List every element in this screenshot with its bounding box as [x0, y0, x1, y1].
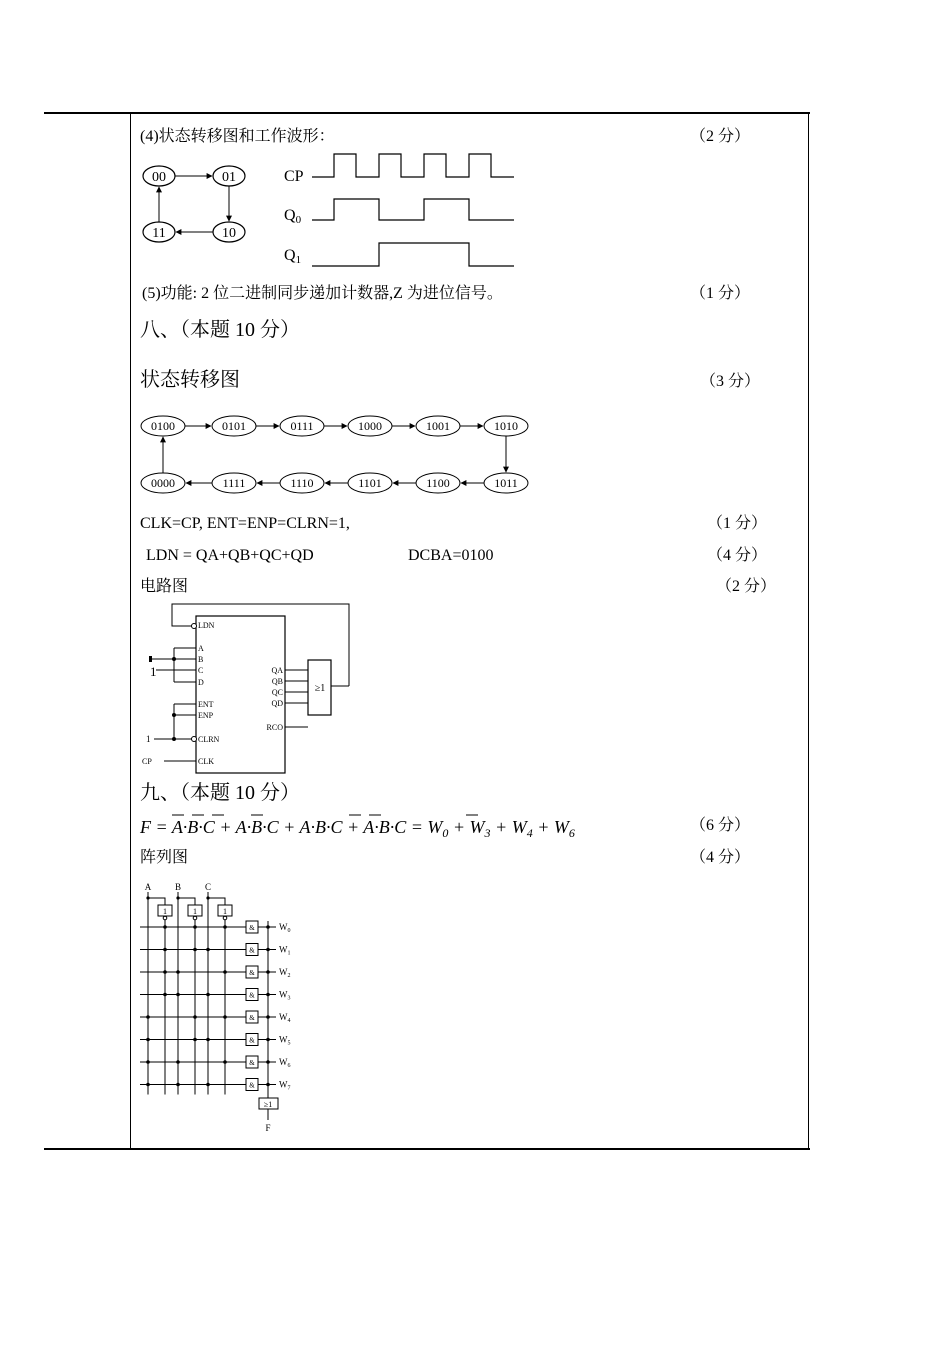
and-gate-symbol: & [249, 969, 255, 977]
clk-line: CLK=CP, ENT=ENP=CLRN=1, [140, 515, 350, 532]
const-one-clrn: 1 [146, 734, 151, 744]
state-0100: 0100 [151, 419, 175, 433]
state-1001: 1001 [426, 419, 450, 433]
pin-qc: QC [271, 688, 283, 697]
section-8-heading: 八、（本题 10 分） [140, 319, 300, 341]
pin-rco: RCO [266, 723, 283, 732]
cp-waveform [312, 154, 514, 177]
state-10-label: 10 [222, 226, 236, 241]
input-c-label: C [204, 882, 212, 892]
const-one-abcd: 1 [150, 664, 157, 679]
and-gate-symbol: & [249, 1059, 255, 1067]
boolean-formula [140, 811, 660, 841]
and-gate-symbol: & [249, 1081, 255, 1090]
formula-text: $F = A\cdot B\cdot C + A\cdot B\cdot C + A\cdot B\cdot C + A\cdot B\cdot C = W_0 + W_3 + W_4 + W_6$ [140, 817, 575, 840]
table-right-border [808, 112, 809, 1149]
pin-c: C [198, 666, 204, 675]
wave-cp-label: CP [284, 168, 304, 185]
pin-qd: QD [271, 699, 283, 708]
input-a-label: A [144, 882, 152, 892]
state-00-label: 00 [152, 170, 166, 185]
not-gate-symbol: 1 [223, 907, 227, 916]
two-bit-state-diagram [138, 160, 258, 250]
circuit-title: 电路图 [140, 578, 189, 595]
dcba-line: DCBA=0100 [408, 547, 494, 564]
output-w5-label: $W_5$ [279, 1034, 291, 1047]
output-w4-label: $W_4$ [279, 1012, 291, 1024]
output-w6-label: $W_6$ [279, 1057, 291, 1069]
output-w2-label: $W_2$ [279, 967, 291, 979]
pin-qa: QA [271, 666, 283, 675]
table-top-border [44, 112, 810, 114]
state-1100: 1100 [426, 476, 450, 490]
q1-waveform [312, 243, 514, 266]
formula-score: （6 分） [690, 817, 751, 834]
and-gate-symbol: & [249, 946, 255, 955]
pin-enp: ENP [198, 711, 214, 720]
not-gate-symbol: 1 [193, 907, 197, 916]
clk-score: （1 分） [707, 515, 768, 532]
counter-circuit-diagram [138, 600, 358, 776]
state-11-label: 11 [152, 226, 166, 241]
table-column-divider [130, 112, 131, 1149]
q0-waveform [312, 199, 514, 220]
and-gate-symbol: & [249, 1036, 255, 1045]
pin-ent: ENT [198, 700, 214, 709]
pin-qb: QB [271, 677, 283, 686]
not-gate-symbol: 1 [163, 907, 167, 916]
array-score: （4 分） [690, 849, 751, 866]
state-0000: 0000 [151, 476, 175, 490]
output-f-label: F [265, 1123, 271, 1133]
output-w0-label: $W_0$ [279, 922, 291, 934]
input-b-label: B [174, 882, 182, 892]
or-gate-symbol: ≥1 [314, 683, 326, 694]
state-1111: 1111 [222, 476, 246, 490]
pin-clk: CLK [198, 757, 214, 766]
and-gate-symbol: & [249, 1014, 255, 1022]
four-bit-state-diagram [138, 412, 538, 502]
state-1110: 1110 [290, 476, 314, 490]
or-gate-symbol: ≥1 [263, 1100, 273, 1109]
state-1000: 1000 [358, 419, 382, 433]
output-w7-label: $W_7$ [279, 1079, 291, 1092]
pin-a: A [198, 644, 204, 653]
state-1011: 1011 [494, 476, 518, 490]
bottom-state-row [141, 473, 528, 493]
item4-text: (4)状态转移图和工作波形： [140, 128, 335, 145]
item4-score: （2 分） [690, 128, 751, 145]
state-0101: 0101 [222, 419, 246, 433]
state-01-label: 01 [222, 170, 236, 185]
timing-waveforms [282, 150, 522, 270]
pin-ldn: LDN [198, 621, 215, 630]
circuit-score: （2 分） [716, 578, 777, 595]
state-diagram-title: 状态转移图 [140, 369, 240, 391]
state-1101: 1101 [358, 476, 382, 490]
item5-score: （1 分） [690, 285, 751, 302]
cp-input-label: CP [142, 757, 152, 766]
pin-d: D [198, 678, 204, 687]
wave-q1-label: Q1 [284, 247, 302, 266]
array-title: 阵列图 [140, 849, 189, 866]
state-diagram-score: （3 分） [700, 373, 761, 390]
ldn-score: （4 分） [707, 547, 768, 564]
section-9-heading: 九、（本题 10 分） [140, 782, 300, 804]
output-w1-label: $W_1$ [279, 944, 291, 957]
pin-b: B [198, 655, 204, 664]
top-state-row [141, 416, 528, 436]
and-gate-symbol: & [249, 924, 255, 932]
pin-clrn: CLRN [198, 735, 220, 744]
state-1010: 1010 [494, 419, 518, 433]
table-bottom-border [44, 1148, 810, 1150]
and-gate-symbol: & [249, 991, 255, 1000]
pla-array-diagram [138, 880, 338, 1140]
ldn-line: LDN = QA+QB+QC+QD [146, 547, 314, 564]
output-w3-label: $W_3$ [279, 989, 291, 1002]
wave-q0-label: Q0 [284, 207, 302, 226]
item5-text: (5)功能: 2 位二进制同步递加计数器,Z 为进位信号。 [142, 285, 503, 302]
state-0111: 0111 [290, 419, 314, 433]
